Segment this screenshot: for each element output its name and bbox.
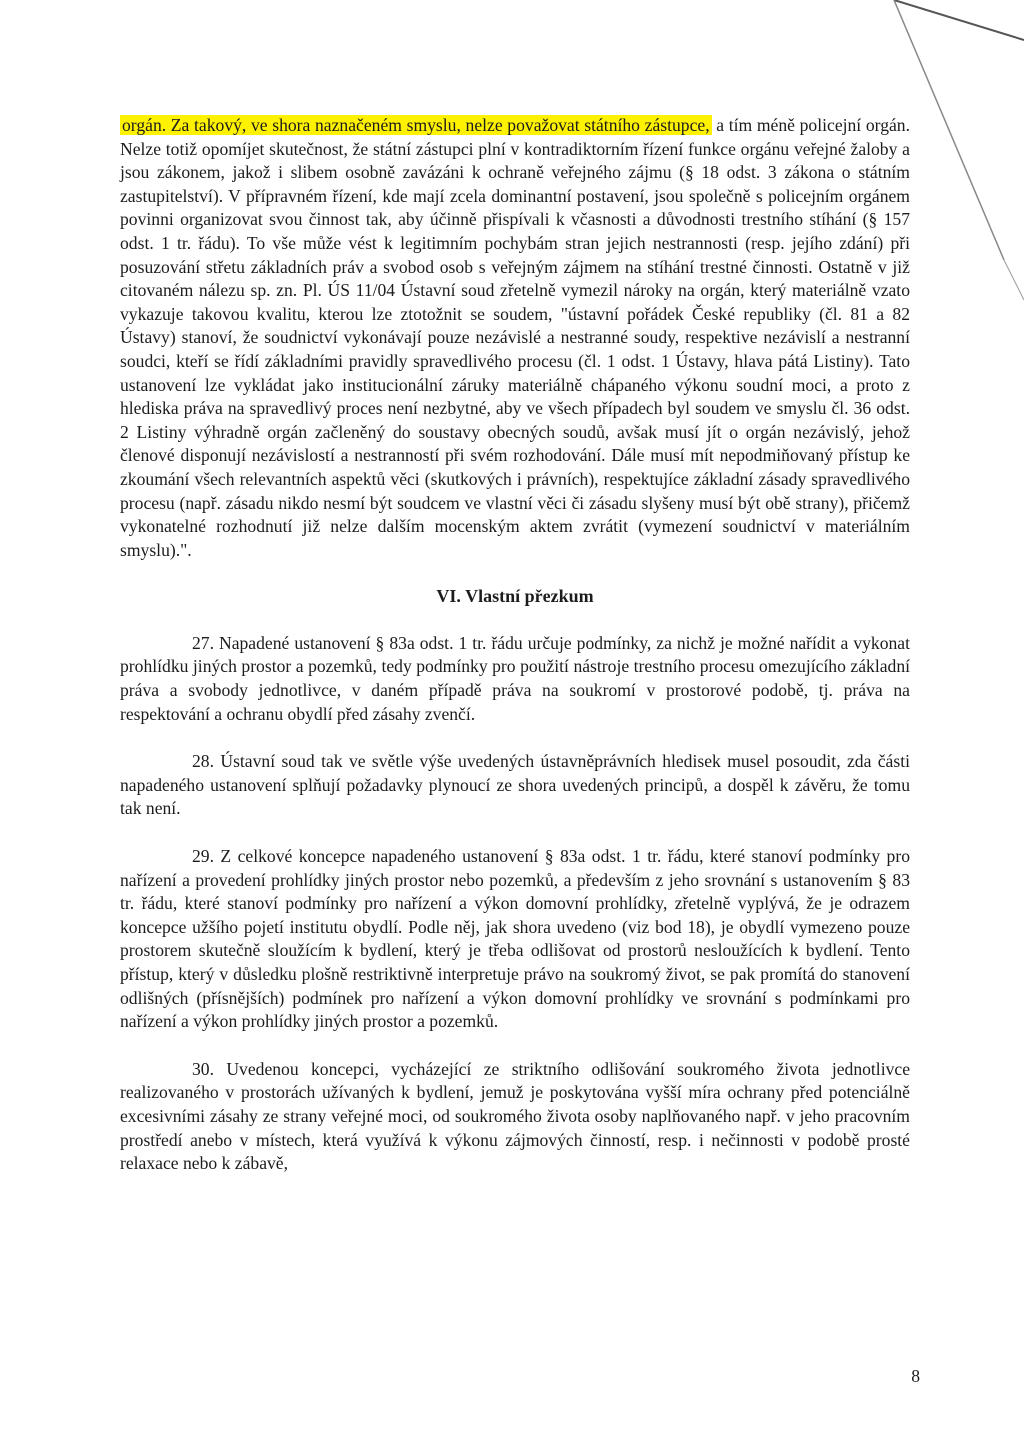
paragraph-29: 29. Z celkové koncepce napadeného ustanovení § 83a odst. 1 tr. řádu, které stanoví podmínky pro nařízení a provedení prohlídky jiných prostor nebo pozemků, a především z jeho srovnání s ustanovením § 83 tr. řádu, které stanoví podmínky pro nařízení a výkon domovní prohlídky, zřetelně vyplývá, že je odrazem koncepce užšího pojetí institutu obydlí. Podle něj, jak shora uvedeno (viz bod 18), je obydlí vymezeno pouze prostorem skutečně sloužícím k bydlení, který je třeba odlišovat od prostorů nesloužících k bydlení. Tento přístup, který v důsledku plošně restriktivně interpretuje právo na soukromý život, se pak promítá do stanovení odlišných (přísnějších) podmínek pro nařízení a výkon domovní prohlídky ve srovnání s podmínkami pro nařízení a výkon prohlídky jiných prostor a pozemků. — [120, 846, 910, 1032]
section-heading: VI. Vlastní přezkum — [436, 586, 594, 607]
lead-paragraph-text: a tím méně policejní orgán. Nelze totiž opomíjet skutečnost, že státní zástupci plní v kontradiktorním řízení funkce orgánu veřejné žaloby a jsou zákonem, jakož i slibem osobně zavázáni k ochraně veřejného zájmu (§ 18 odst. 3 zákona o státním zastupitelství). V přípravném řízení, kde mají zcela dominantní postavení, jsou společně s policejním orgánem povinni organizovat svou činnost tak, aby účinně přispívali k včasnosti a důvodnosti trestního stíhání (§ 157 odst. 1 tr. řádu). To vše může vést k legitimním pochybám stran jejich nestrannosti (resp. jejího zdání) při posuzování střetu základních práv a svobod osob s veřejným zájmem na stíhání trestné činnosti. Ostatně v již citovaném nálezu sp. zn. Pl. ÚS 11/04 Ústavní soud zřetelně vymezil nároky na orgán, který materiálně vzato vykazuje takovou kvalitu, kterou lze ztotožnit se soudem, "ústavní pořádek České republiky (čl. 81 a 82 Ústavy) stanoví, že soudnictví vykonávají pouze nezávislé a nestranné soudy, respektive nezávislí a nestranní soudci, kteří se řídí základními pravidly spravedlivého procesu (čl. 1 odst. 1 Ústavy, hlava pátá Listiny). Tato ustanovení lze vykládat jako institucionální záruky materiálně chápaného výkonu soudní moci, a proto z hlediska práva na spravedlivý proces není nezbytné, aby ve všech případech byl soudem ve smyslu čl. 36 odst. 2 Listiny výhradně orgán začleněný do soustavy obecných soudů, avšak musí jít o orgán nezávislý, jehož členové disponují nezávislostí a nestranností při svém rozhodování. Dále musí mít nepodmiňovaný přístup ke zkoumání všech relevantních aspektů věci (skutkových i právních), respektujíce základní zásady spravedlivého procesu (např. zásadu nikdo nesmí být soudcem ve vlastní věci či zásadu slyšeny musí být obě strany), přičemž vykonatelné rozhodnutí již nelze dalším mocenským aktem zvrátit (vymezení soudnictví v materiálním smyslu).". — [120, 115, 910, 560]
paragraph-30: 30. Uvedenou koncepci, vycházející ze striktního odlišování soukromého života jednotlivce realizovaného v prostorách užívaných k bydlení, jemuž je poskytována vyšší míra ochrany před potenciálně excesivními zásahy ze strany veřejné moci, od soukromého života osoby naplňovaného např. v jeho pracovním prostředí anebo v místech, která využívá k výkonu zájmových činností, resp. i nečinnosti v podobě prosté relaxace nebo k zábavě, — [120, 1058, 910, 1174]
paragraph-28: 28. Ústavní soud tak ve světle výše uvedených ústavněprávních hledisek musel posoudit, zda části napadeného ustanovení splňují požadavky plynoucí ze shora uvedených principů, a dospěl k závěru, že tomu tak není. — [120, 751, 910, 819]
document-body — [120, 114, 910, 1176]
lead-paragraph — [120, 114, 910, 562]
page-number: 8 — [911, 1366, 920, 1386]
paragraph-27: 27. Napadené ustanovení § 83a odst. 1 tr. řádu určuje podmínky, za nichž je možné nařídit a vykonat prohlídku jiných prostor a pozemků, tedy podmínky pro použití nástroje trestního procesu omezujícího základní práva a svobody jednotlivce, v daném případě práva na soukromí v prostorové podobě, tj. práva na respektování a ochranu obydlí před zásahy zvenčí. — [120, 632, 910, 724]
highlighted-text: orgán. Za takový, ve shora naznačeném smyslu, nelze považovat státního zástupce, — [122, 115, 710, 135]
